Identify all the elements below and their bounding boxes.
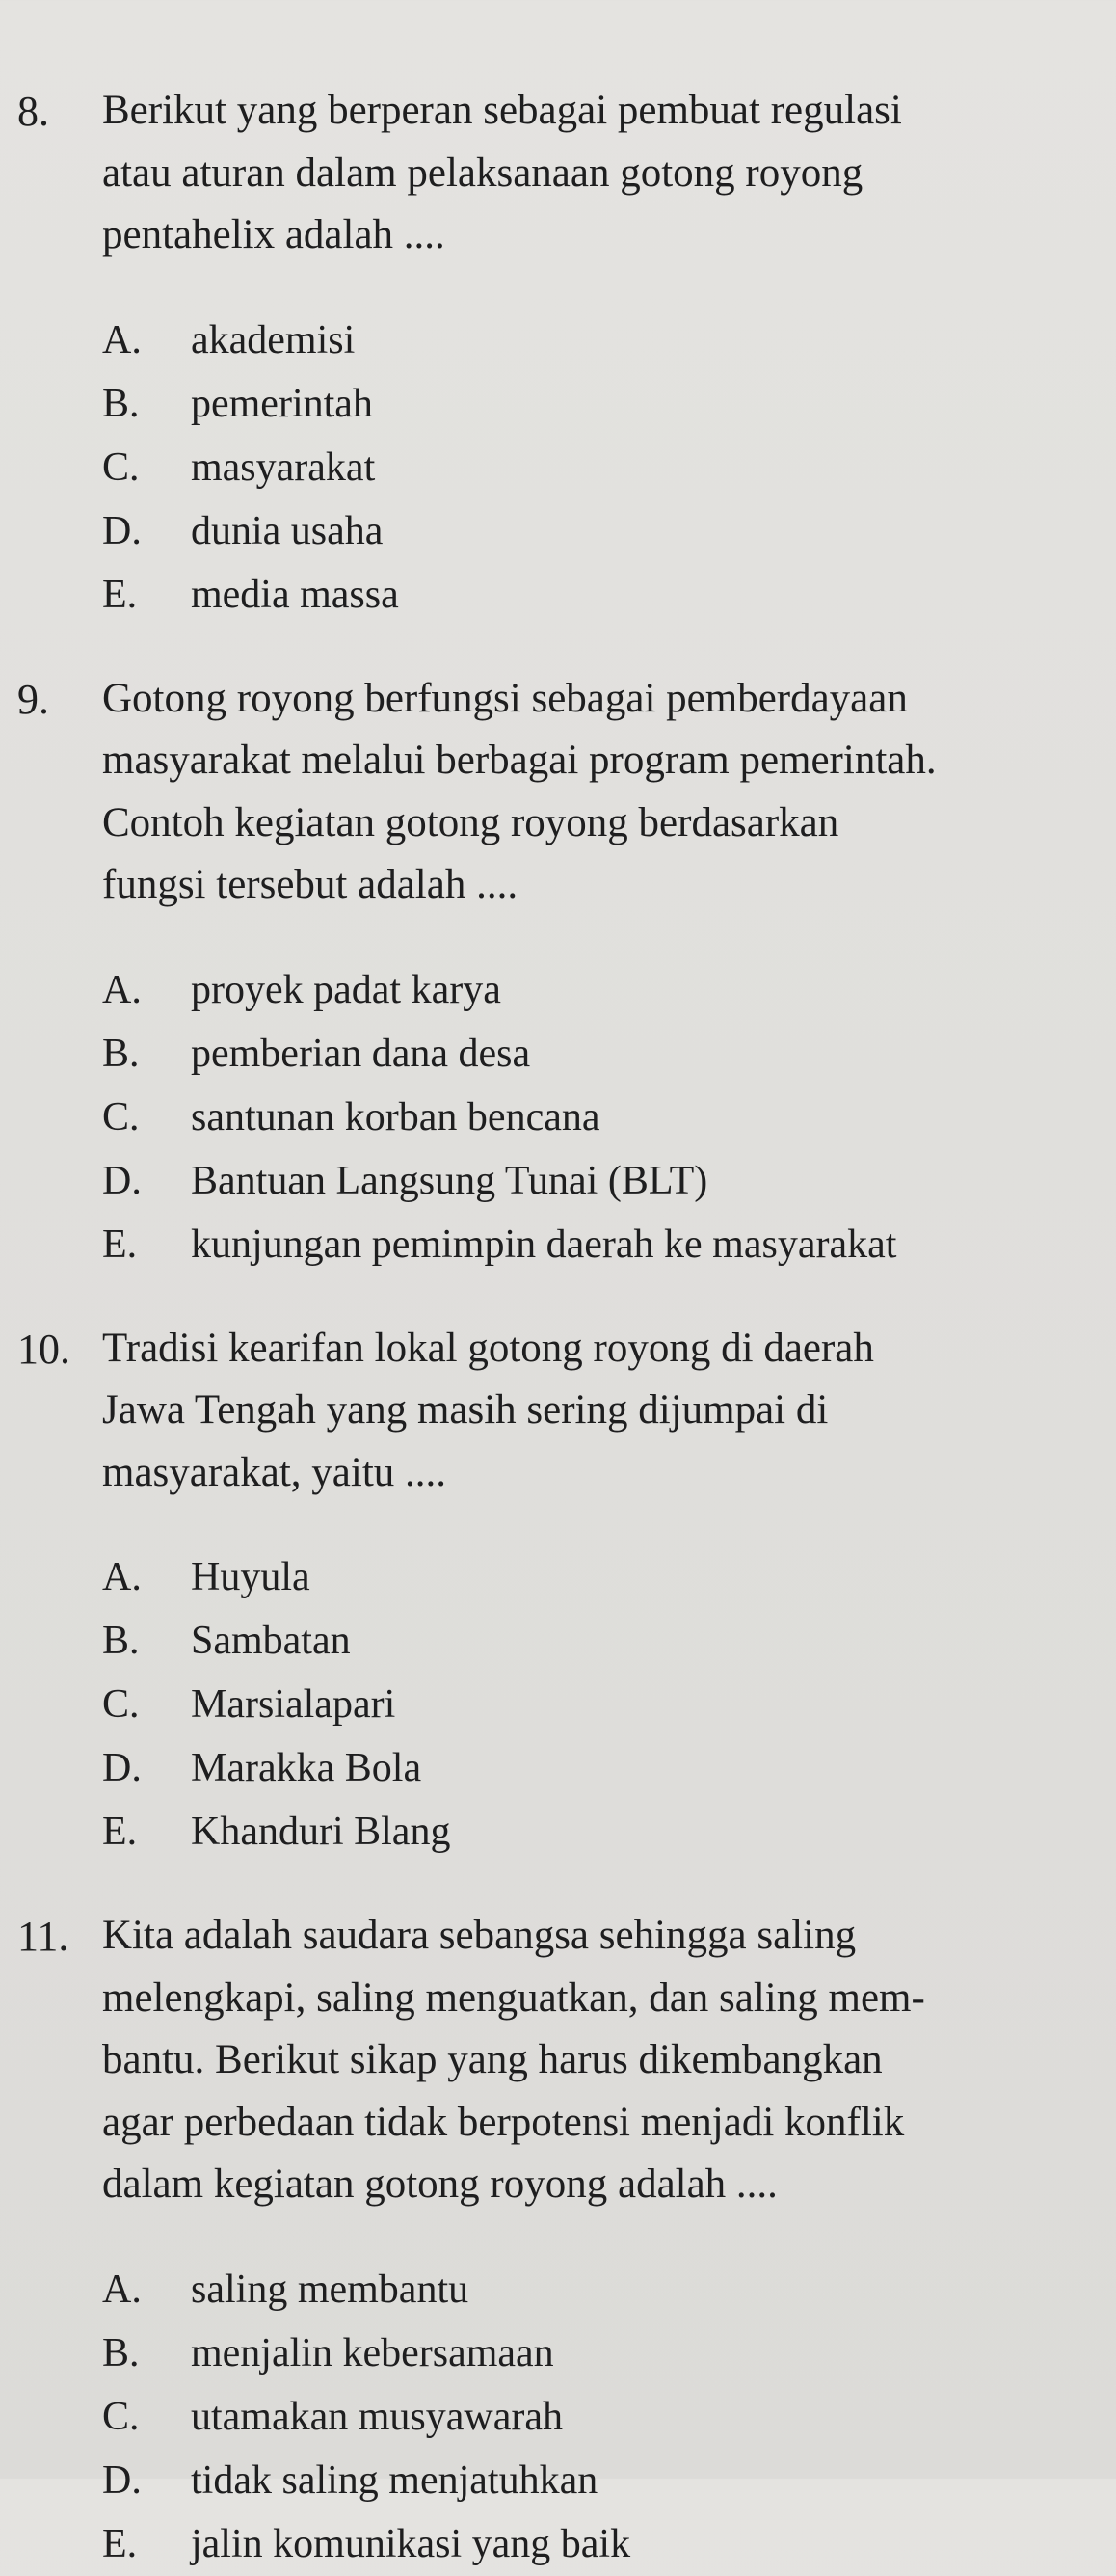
option-text: media massa (191, 572, 399, 617)
option-text: Marakka Bola (191, 1746, 422, 1790)
question-line: Jawa Tengah yang masih sering dijumpai di (102, 1387, 829, 1433)
question-line: fungsi tersebut adalah .... (102, 862, 518, 907)
option-text: santunan korban bencana (191, 1094, 600, 1140)
option-b[interactable] (102, 1609, 1099, 1673)
question-line: Gotong royong berfungsi sebagai pemberdayaan (102, 675, 908, 721)
option-c[interactable] (102, 1673, 1099, 1736)
option-text: masyarakat (191, 444, 376, 490)
option-text: proyek padat karya (191, 967, 501, 1012)
option-letter: C. (102, 444, 140, 490)
option-text: tidak saling menjatuhkan (191, 2457, 598, 2503)
question-line: masyarakat, yaitu .... (102, 1449, 447, 1495)
option-b[interactable] (102, 1022, 1099, 1086)
question-text (102, 80, 1099, 267)
question-text (102, 668, 1099, 917)
option-c[interactable] (102, 1086, 1099, 1149)
question-line: Kita adalah saudara sebangsa sehingga saling (102, 1913, 857, 1958)
question-8 (17, 80, 1099, 627)
option-letter: B. (102, 2330, 140, 2375)
option-letter: E. (102, 1810, 138, 1854)
option-b[interactable] (102, 2321, 1099, 2385)
option-a[interactable] (102, 1545, 1099, 1609)
option-text: Bantuan Langsung Tunai (BLT) (191, 1158, 708, 1203)
option-letter: B. (102, 1031, 140, 1076)
question-number: 8. (17, 88, 49, 135)
option-d[interactable] (102, 499, 1099, 563)
option-c[interactable] (102, 436, 1099, 499)
option-letter: D. (102, 1746, 142, 1790)
question-line: masyarakat melalui berbagai program pemerintah. (102, 738, 937, 783)
question-line: Berikut yang berperan sebagai pembuat regulasi (102, 88, 902, 133)
option-e[interactable] (102, 1800, 1099, 1864)
option-text: Huyula (191, 1555, 310, 1599)
question-line: Contoh kegiatan gotong royong berdasarkan (102, 799, 839, 845)
option-text: Marsialapari (191, 1682, 396, 1727)
option-letter: B. (102, 1619, 140, 1663)
option-e[interactable] (102, 1213, 1099, 1276)
option-letter: C. (102, 1094, 140, 1140)
option-text: saling membantu (191, 2267, 469, 2312)
option-c[interactable] (102, 2385, 1099, 2449)
option-d[interactable] (102, 1149, 1099, 1213)
question-9 (17, 668, 1099, 1276)
option-text: menjalin kebersamaan (191, 2330, 554, 2375)
question-line: agar perbedaan tidak berpotensi menjadi konflik (102, 2099, 905, 2145)
option-letter: D. (102, 508, 142, 553)
question-10 (17, 1318, 1099, 1865)
question-line: Tradisi kearifan lokal gotong royong di daerah (102, 1325, 874, 1371)
option-letter: E. (102, 1221, 138, 1267)
question-text (102, 1318, 1099, 1505)
option-text: kunjungan pemimpin daerah ke masyarakat (191, 1221, 897, 1267)
question-line: dalam kegiatan gotong royong adalah .... (102, 2161, 778, 2207)
question-line: bantu. Berikut sikap yang harus dikembangkan (102, 2037, 883, 2082)
option-letter: C. (102, 1682, 140, 1727)
option-a[interactable] (102, 2258, 1099, 2321)
option-e[interactable] (102, 563, 1099, 627)
option-a[interactable] (102, 958, 1099, 1022)
answer-options (17, 958, 1099, 1276)
option-text: utamakan musyawarah (191, 2394, 564, 2439)
question-line: pentahelix adalah .... (102, 212, 445, 257)
option-letter: A. (102, 1555, 142, 1599)
option-a[interactable] (102, 309, 1099, 372)
option-letter: D. (102, 1158, 142, 1203)
answer-options (17, 1545, 1099, 1864)
question-number: 11. (17, 1913, 69, 1960)
option-letter: A. (102, 2267, 142, 2312)
option-b[interactable] (102, 372, 1099, 436)
question-number: 9. (17, 675, 49, 723)
option-text: Sambatan (191, 1619, 351, 1663)
answer-options (17, 2258, 1099, 2576)
option-letter: D. (102, 2457, 142, 2503)
option-d[interactable] (102, 1736, 1099, 1800)
option-e[interactable] (102, 2512, 1099, 2576)
question-text (102, 1905, 1099, 2216)
option-text: pemerintah (191, 381, 373, 426)
option-text: jalin komunikasi yang baik (191, 2521, 631, 2566)
option-text: Khanduri Blang (191, 1810, 451, 1854)
option-text: pemberian dana desa (191, 1031, 531, 1076)
option-letter: A. (102, 967, 142, 1012)
option-letter: C. (102, 2394, 140, 2439)
option-d[interactable] (102, 2449, 1099, 2512)
question-line: atau aturan dalam pelaksanaan gotong royong (102, 149, 864, 196)
question-11 (17, 1905, 1099, 2576)
option-letter: E. (102, 572, 138, 617)
question-number: 10. (17, 1325, 70, 1373)
question-line: melengkapi, saling menguatkan, dan saling mem- (102, 1974, 925, 2021)
option-letter: A. (102, 317, 142, 362)
option-letter: B. (102, 381, 140, 426)
option-letter: E. (102, 2521, 138, 2566)
option-text: akademisi (191, 317, 356, 362)
option-text: dunia usaha (191, 508, 384, 553)
answer-options (17, 309, 1099, 627)
